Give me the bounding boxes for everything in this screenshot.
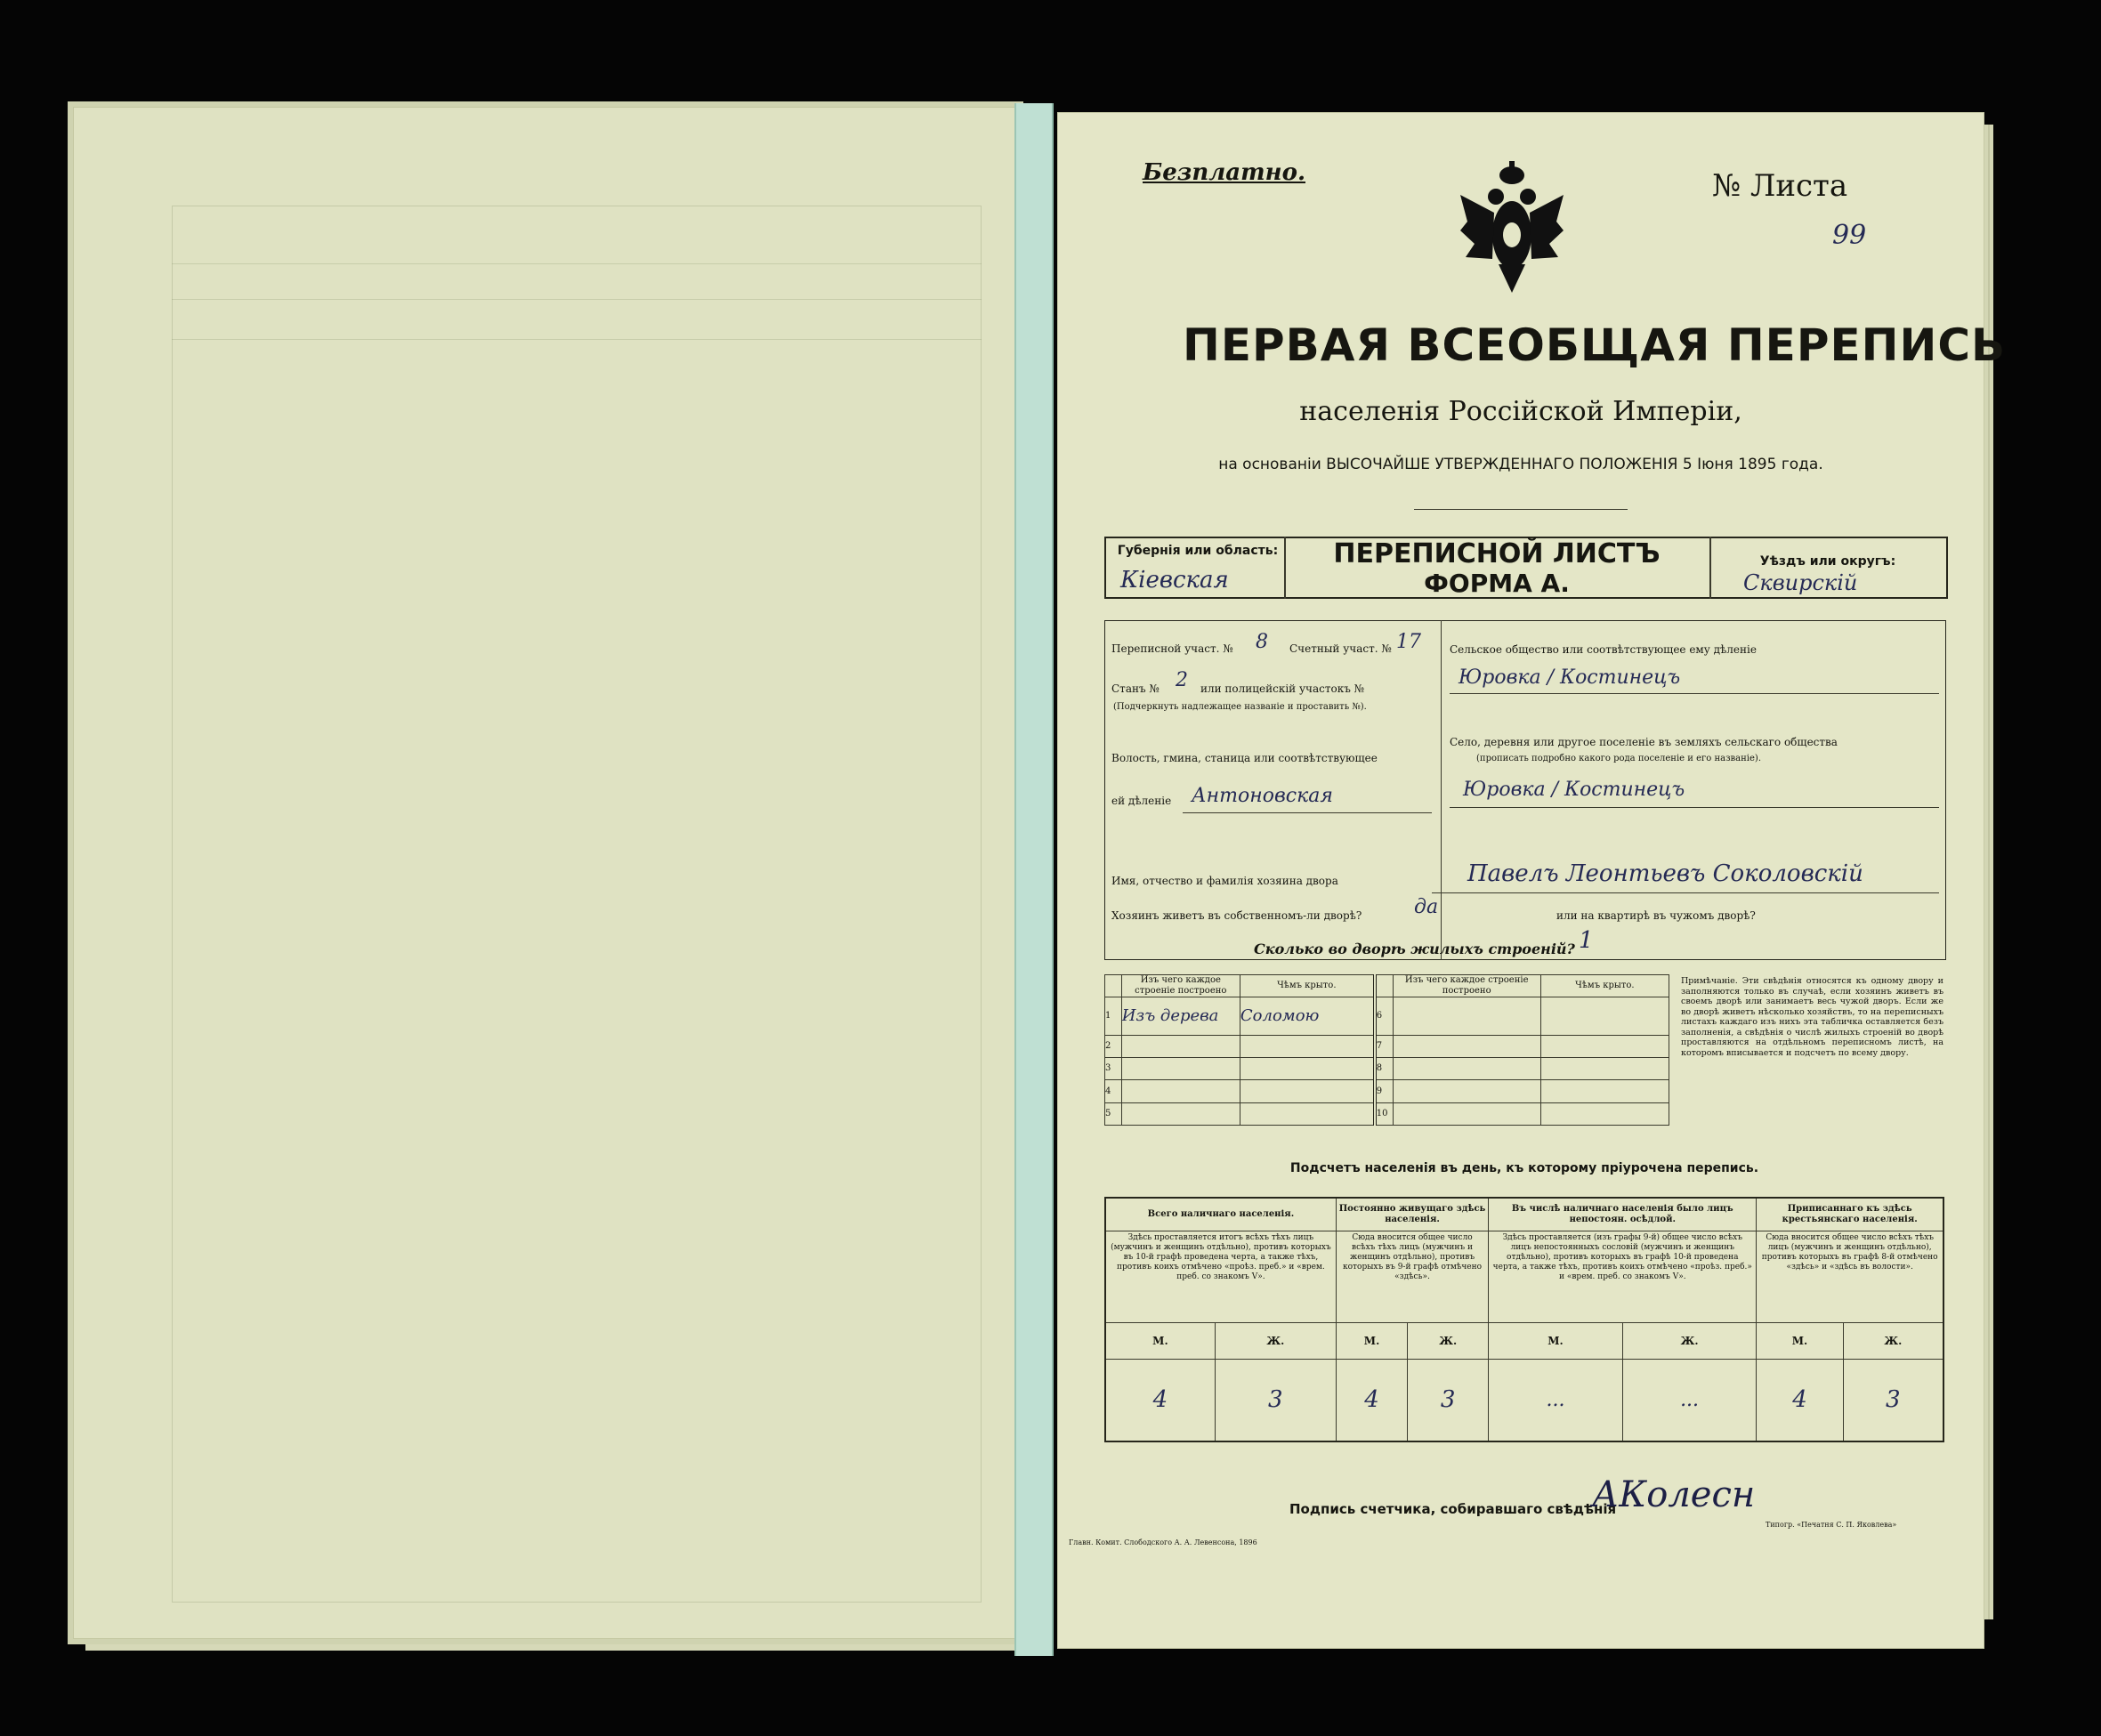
female-count: 3 bbox=[1843, 1359, 1943, 1441]
population-summary-table bbox=[1104, 1197, 1944, 1442]
printer-note-right: Типогр. «Печатня С. П. Яковлева» bbox=[1766, 1521, 1897, 1529]
table-row bbox=[1105, 1102, 1669, 1125]
summary-col-desc: Здѣсь проставляется (изъ графы 9-й) общее число всѣхъ лицъ непостоянныхъ сословій (мужчинъ и женщинъ отдѣльно), противъ которыхъ въ графѣ 10-й проведена черта, а также тѣхъ, противъ коихъ отмѣчено «проѣз. преб.» и «врем. преб. со знакомъ V». bbox=[1489, 1231, 1757, 1322]
village-label: Село, деревня или другое поселеніе въ земляхъ сельскаго общества bbox=[1450, 736, 1838, 748]
female-label: Ж. bbox=[1215, 1322, 1336, 1359]
male-label: М. bbox=[1489, 1322, 1623, 1359]
sheet-number-label: № Листа bbox=[1712, 168, 1848, 204]
male-count: 4 bbox=[1757, 1359, 1843, 1441]
form-a-label: ФОРМА А. bbox=[1424, 569, 1570, 598]
rural-society-value: Юровка / Костинецъ bbox=[1459, 666, 1681, 689]
underline-note: (Подчеркнуть надлежащее названіе и проставить №). bbox=[1113, 702, 1367, 712]
underline bbox=[1450, 807, 1939, 808]
row-number: 5 bbox=[1105, 1102, 1122, 1125]
census-title: ПЕРВАЯ ВСЕОБЩАЯ ПЕРЕПИСЬ bbox=[1183, 319, 2007, 371]
enumerator-signature: АКолесн bbox=[1592, 1474, 1756, 1515]
buildings-col-roof: Чѣмъ крыто. bbox=[1540, 975, 1669, 997]
summary-col-title: Всего наличнаго населенія. bbox=[1105, 1198, 1336, 1231]
buildings-col-material: Изъ чего каждое строеніе построено bbox=[1121, 975, 1240, 997]
row-number: 9 bbox=[1375, 1080, 1393, 1102]
table-row bbox=[1105, 997, 1669, 1036]
table-row bbox=[1105, 1080, 1669, 1102]
divider bbox=[1441, 620, 1442, 960]
volost-label-2: ей дѣленіе bbox=[1111, 795, 1172, 807]
male-label: М. bbox=[1757, 1322, 1843, 1359]
book-spine bbox=[1014, 103, 1054, 1656]
buildings-value: 1 bbox=[1579, 927, 1594, 954]
sheet-form-title: ПЕРЕПИСНОЙ ЛИСТЪ bbox=[1333, 538, 1661, 569]
divider bbox=[1709, 537, 1711, 599]
village-note: (прописать подробно какого рода поселеніе и его названіе). bbox=[1476, 754, 1761, 763]
female-count: 3 bbox=[1215, 1359, 1336, 1441]
uezd-value: Сквирскій bbox=[1743, 570, 1858, 595]
gubernia-value: Кіевская bbox=[1120, 567, 1229, 593]
gubernia-label: Губернія или область: bbox=[1117, 544, 1279, 558]
summary-col-title: Постоянно живущаго здѣсь населенія. bbox=[1336, 1198, 1488, 1231]
imperial-eagle-icon bbox=[1459, 159, 1565, 302]
left-page bbox=[73, 107, 1018, 1639]
left-page-ghost-frame bbox=[172, 206, 982, 1603]
female-label: Ж. bbox=[1408, 1322, 1489, 1359]
summary-col-desc: Сюда вносится общее число всѣхъ тѣхъ лицъ (мужчинъ и женщинъ отдѣльно), противъ которыхъ въ 9-й графѣ отмѣчено «здѣсь». bbox=[1336, 1231, 1488, 1322]
census-sheet bbox=[1057, 112, 2007, 1649]
sheet-number-value: 99 bbox=[1832, 220, 1867, 251]
female-label: Ж. bbox=[1843, 1322, 1943, 1359]
left-page-ghost-line bbox=[172, 299, 982, 300]
row-number: 4 bbox=[1105, 1080, 1122, 1102]
buildings-note: Примѣчаніе. Эти свѣдѣнія относятся къ одному двору и заполняются только въ случаѣ, если хозяинъ живетъ въ своемъ дворѣ или занимаетъ весь чужой дворъ. Если же во дворѣ живетъ нѣсколько хозяйствъ, то на переписныхъ листахъ каждаго изъ нихъ эта табличка оставляется безъ заполненія, а свѣдѣнія о числѣ жилыхъ строеній во дворѣ проставляются на отдѣльномъ переписномъ листѣ, на которомъ вписывается и подсчетъ по всему двору. bbox=[1681, 976, 1943, 1058]
row-number: 8 bbox=[1375, 1058, 1393, 1080]
row-number: 2 bbox=[1105, 1035, 1122, 1057]
summary-col-desc: Здѣсь проставляется итогъ всѣхъ тѣхъ лицъ (мужчинъ и женщинъ отдѣльно), противъ которыхъ въ 10-й графѣ проведена черта, а также тѣхъ, противъ коихъ отмѣчено «проѣз. преб.» и «врем. преб. со знакомъ V». bbox=[1105, 1231, 1336, 1322]
female-count: 3 bbox=[1408, 1359, 1489, 1441]
summary-heading: Подсчетъ населенія въ день, къ которому пріурочена перепись. bbox=[1289, 1161, 1759, 1175]
count-section-value: 17 bbox=[1396, 631, 1421, 653]
legal-basis: на основаніи ВЫСОЧАЙШЕ УТВЕРЖДЕННАГО ПОЛОЖЕНІЯ 5 Іюня 1895 года. bbox=[1218, 456, 1823, 473]
underline bbox=[1432, 892, 1939, 893]
stan-value: 2 bbox=[1176, 669, 1188, 691]
left-page-ghost-line bbox=[172, 339, 982, 340]
count-section-label: Счетный участ. № bbox=[1289, 642, 1392, 655]
summary-col-desc: Сюда вносится общее число всѣхъ тѣхъ лицъ (мужчинъ и женщинъ отдѣльно), противъ которыхъ въ графѣ 8-й отмѣчено «здѣсь» и «здѣсь въ волости». bbox=[1757, 1231, 1943, 1322]
underline bbox=[1183, 812, 1432, 813]
male-label: М. bbox=[1105, 1322, 1215, 1359]
village-value: Юровка / Костинецъ bbox=[1463, 779, 1685, 801]
male-count: 4 bbox=[1336, 1359, 1407, 1441]
row-number: 3 bbox=[1105, 1058, 1122, 1080]
table-row bbox=[1105, 1058, 1669, 1080]
police-section-label: или полицейскій участокъ № bbox=[1200, 682, 1365, 695]
row-number: 7 bbox=[1375, 1035, 1393, 1057]
summary-col-title: Въ числѣ наличнаго населенія было лицъ непостоян. осѣдлой. bbox=[1489, 1198, 1757, 1231]
table-row bbox=[1105, 1035, 1669, 1057]
owner-label: Имя, отчество и фамилія хозяина двора bbox=[1111, 875, 1338, 887]
male-count: ... bbox=[1489, 1359, 1623, 1441]
own-yard-value: да bbox=[1414, 896, 1439, 918]
census-section-label: Переписной участ. № bbox=[1111, 642, 1233, 655]
census-section-value: 8 bbox=[1256, 631, 1268, 653]
rural-society-label: Сельское общество или соотвѣтствующее ему дѣленіе bbox=[1450, 643, 1757, 656]
female-count: ... bbox=[1622, 1359, 1757, 1441]
buildings-table bbox=[1104, 974, 1669, 1126]
summary-col-title: Приписаннаго къ здѣсь крестьянскаго населенія. bbox=[1757, 1198, 1943, 1231]
free-label: Безплатно. bbox=[1143, 159, 1305, 186]
uezd-label: Уѣздъ или округъ: bbox=[1759, 554, 1896, 569]
printer-note-left: Главн. Комит. Слободского А. А. Левенсона, 1896 bbox=[1069, 1538, 1257, 1546]
row-number: 10 bbox=[1375, 1102, 1393, 1125]
female-label: Ж. bbox=[1622, 1322, 1757, 1359]
own-yard-label: Хозяинъ живетъ въ собственномъ-ли дворѣ? bbox=[1111, 909, 1362, 922]
rented-label: или на квартирѣ въ чужомъ дворѣ? bbox=[1556, 909, 1756, 922]
buildings-label: Сколько во дворѣ жилыхъ строеній? bbox=[1254, 941, 1575, 957]
volost-value: Антоновская bbox=[1192, 785, 1333, 807]
row-number: 1 bbox=[1105, 997, 1122, 1036]
male-label: М. bbox=[1336, 1322, 1407, 1359]
buildings-col-roof: Чѣмъ крыто. bbox=[1240, 975, 1374, 997]
owner-value: Павелъ Леонтьевъ Соколовскій bbox=[1467, 860, 1863, 887]
volost-label: Волость, гмина, станица или соотвѣтствующее bbox=[1111, 752, 1378, 764]
signature-label: Подпись счетчика, собиравшаго свѣдѣнія bbox=[1289, 1501, 1617, 1517]
building-material: Изъ дерева bbox=[1121, 997, 1240, 1036]
buildings-col-material: Изъ чего каждое строеніе построено bbox=[1393, 975, 1540, 997]
stan-label: Станъ № bbox=[1111, 682, 1160, 695]
left-page-ghost-line bbox=[172, 263, 982, 264]
ornament-rule bbox=[1414, 509, 1628, 510]
row-number: 6 bbox=[1375, 997, 1393, 1036]
census-subtitle: населенія Россійской Имперіи, bbox=[1299, 396, 1742, 427]
underline bbox=[1450, 693, 1939, 694]
male-count: 4 bbox=[1105, 1359, 1215, 1441]
table-row bbox=[1105, 1359, 1943, 1441]
building-roof: Соломою bbox=[1240, 997, 1374, 1036]
